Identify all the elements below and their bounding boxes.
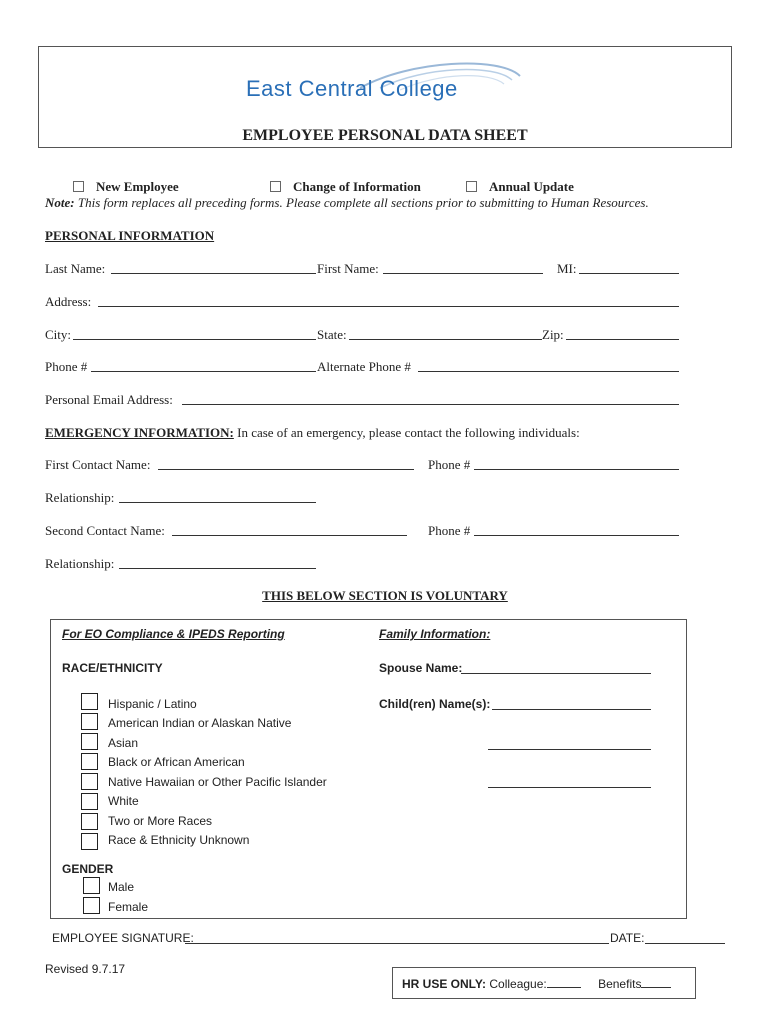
address-label: Address: <box>45 294 92 309</box>
first-name-label: First Name: <box>317 261 379 276</box>
race-checkbox-white[interactable] <box>81 793 98 810</box>
note-line: Note: This form replaces all preceding forms. Please complete all sections prior to submitting to Human Resources. <box>45 195 649 210</box>
race-option-label: Hispanic / Latino <box>108 697 197 711</box>
last-name-label: Last Name: <box>45 261 106 276</box>
race-option-label: Two or More Races <box>108 814 213 828</box>
race-checkbox-hispanic[interactable] <box>81 693 98 710</box>
college-name: East Central College <box>246 76 458 101</box>
mi-label: MI: <box>557 261 577 276</box>
race-checkbox-pacific-islander[interactable] <box>81 773 98 790</box>
mi-field[interactable] <box>579 261 679 274</box>
race-checkbox-asian[interactable] <box>81 733 98 750</box>
city-field[interactable] <box>73 327 316 340</box>
zip-label: Zip: <box>542 327 564 342</box>
spouse-field[interactable] <box>461 661 651 674</box>
state-field[interactable] <box>349 327 542 340</box>
race-checkbox-unknown[interactable] <box>81 833 98 850</box>
colleague-field[interactable] <box>547 975 581 988</box>
city-label: City: <box>45 327 72 342</box>
second-contact-field[interactable] <box>172 523 407 536</box>
signature-field[interactable] <box>185 931 609 944</box>
relationship-1-label: Relationship: <box>45 490 115 505</box>
relationship-2-label: Relationship: <box>45 556 115 571</box>
new-employee-option[interactable]: New Employee <box>73 179 179 195</box>
address-field[interactable] <box>98 294 679 307</box>
second-contact-phone-label: Phone # <box>428 523 471 538</box>
race-option-label: Native Hawaiian or Other Pacific Islander <box>108 775 327 789</box>
gender-option-label: Male <box>108 880 135 894</box>
email-label: Personal Email Address: <box>45 392 173 407</box>
phone-field[interactable] <box>91 359 316 372</box>
last-name-field[interactable] <box>111 261 316 274</box>
race-heading: RACE/ETHNICITY <box>62 661 163 675</box>
race-checkbox-american-indian[interactable] <box>81 713 98 730</box>
personal-heading: PERSONAL INFORMATION <box>45 228 215 243</box>
race-option-label: Black or African American <box>108 755 245 769</box>
annual-update-checkbox[interactable] <box>466 181 477 192</box>
annual-update-option[interactable]: Annual Update <box>466 179 574 195</box>
date-field[interactable] <box>645 931 725 944</box>
race-checkbox-two-or-more[interactable] <box>81 813 98 830</box>
family-heading: Family Information: <box>379 627 491 641</box>
email-field[interactable] <box>182 392 679 405</box>
eo-heading: For EO Compliance & IPEDS Reporting <box>62 627 285 641</box>
gender-checkbox-female[interactable] <box>83 897 100 914</box>
change-info-option[interactable]: Change of Information <box>270 179 421 195</box>
race-option-label: American Indian or Alaskan Native <box>108 716 292 730</box>
first-contact-phone-label: Phone # <box>428 457 471 472</box>
zip-field[interactable] <box>566 327 679 340</box>
phone-label: Phone # <box>45 359 88 374</box>
alt-phone-field[interactable] <box>418 359 679 372</box>
relationship-1-field[interactable] <box>119 490 316 503</box>
first-contact-phone-field[interactable] <box>474 457 679 470</box>
first-name-field[interactable] <box>383 261 543 274</box>
hr-use-line: HR USE ONLY: Colleague: Benefits <box>402 975 671 991</box>
gender-option-label: Female <box>108 900 149 914</box>
child-field-2[interactable] <box>488 737 651 750</box>
race-option-label: Race & Ethnicity Unknown <box>108 833 250 847</box>
child-field-3[interactable] <box>488 775 651 788</box>
emergency-heading-line: EMERGENCY INFORMATION: In case of an emergency, please contact the following individuals: <box>45 425 580 440</box>
date-label: DATE: <box>610 931 645 945</box>
gender-checkbox-male[interactable] <box>83 877 100 894</box>
children-label: Child(ren) Name(s): <box>379 697 491 711</box>
second-contact-phone-field[interactable] <box>474 523 679 536</box>
state-label: State: <box>317 327 347 342</box>
race-option-label: Asian <box>108 736 139 750</box>
revised-text: Revised 9.7.17 <box>45 962 126 976</box>
change-info-checkbox[interactable] <box>270 181 281 192</box>
voluntary-heading: THIS BELOW SECTION IS VOLUNTARY <box>262 588 508 603</box>
gender-heading: GENDER <box>62 862 114 876</box>
first-contact-label: First Contact Name: <box>45 457 151 472</box>
alt-phone-label: Alternate Phone # <box>317 359 411 374</box>
child-field-1[interactable] <box>492 697 651 710</box>
signature-label: EMPLOYEE SIGNATURE: <box>52 931 194 945</box>
second-contact-label: Second Contact Name: <box>45 523 165 538</box>
relationship-2-field[interactable] <box>119 556 316 569</box>
new-employee-checkbox[interactable] <box>73 181 84 192</box>
race-checkbox-black[interactable] <box>81 753 98 770</box>
first-contact-field[interactable] <box>158 457 414 470</box>
benefits-field[interactable] <box>641 975 671 988</box>
spouse-label: Spouse Name: <box>379 661 463 675</box>
page-title: EMPLOYEE PERSONAL DATA SHEET <box>242 127 528 144</box>
race-option-label: White <box>108 794 139 808</box>
